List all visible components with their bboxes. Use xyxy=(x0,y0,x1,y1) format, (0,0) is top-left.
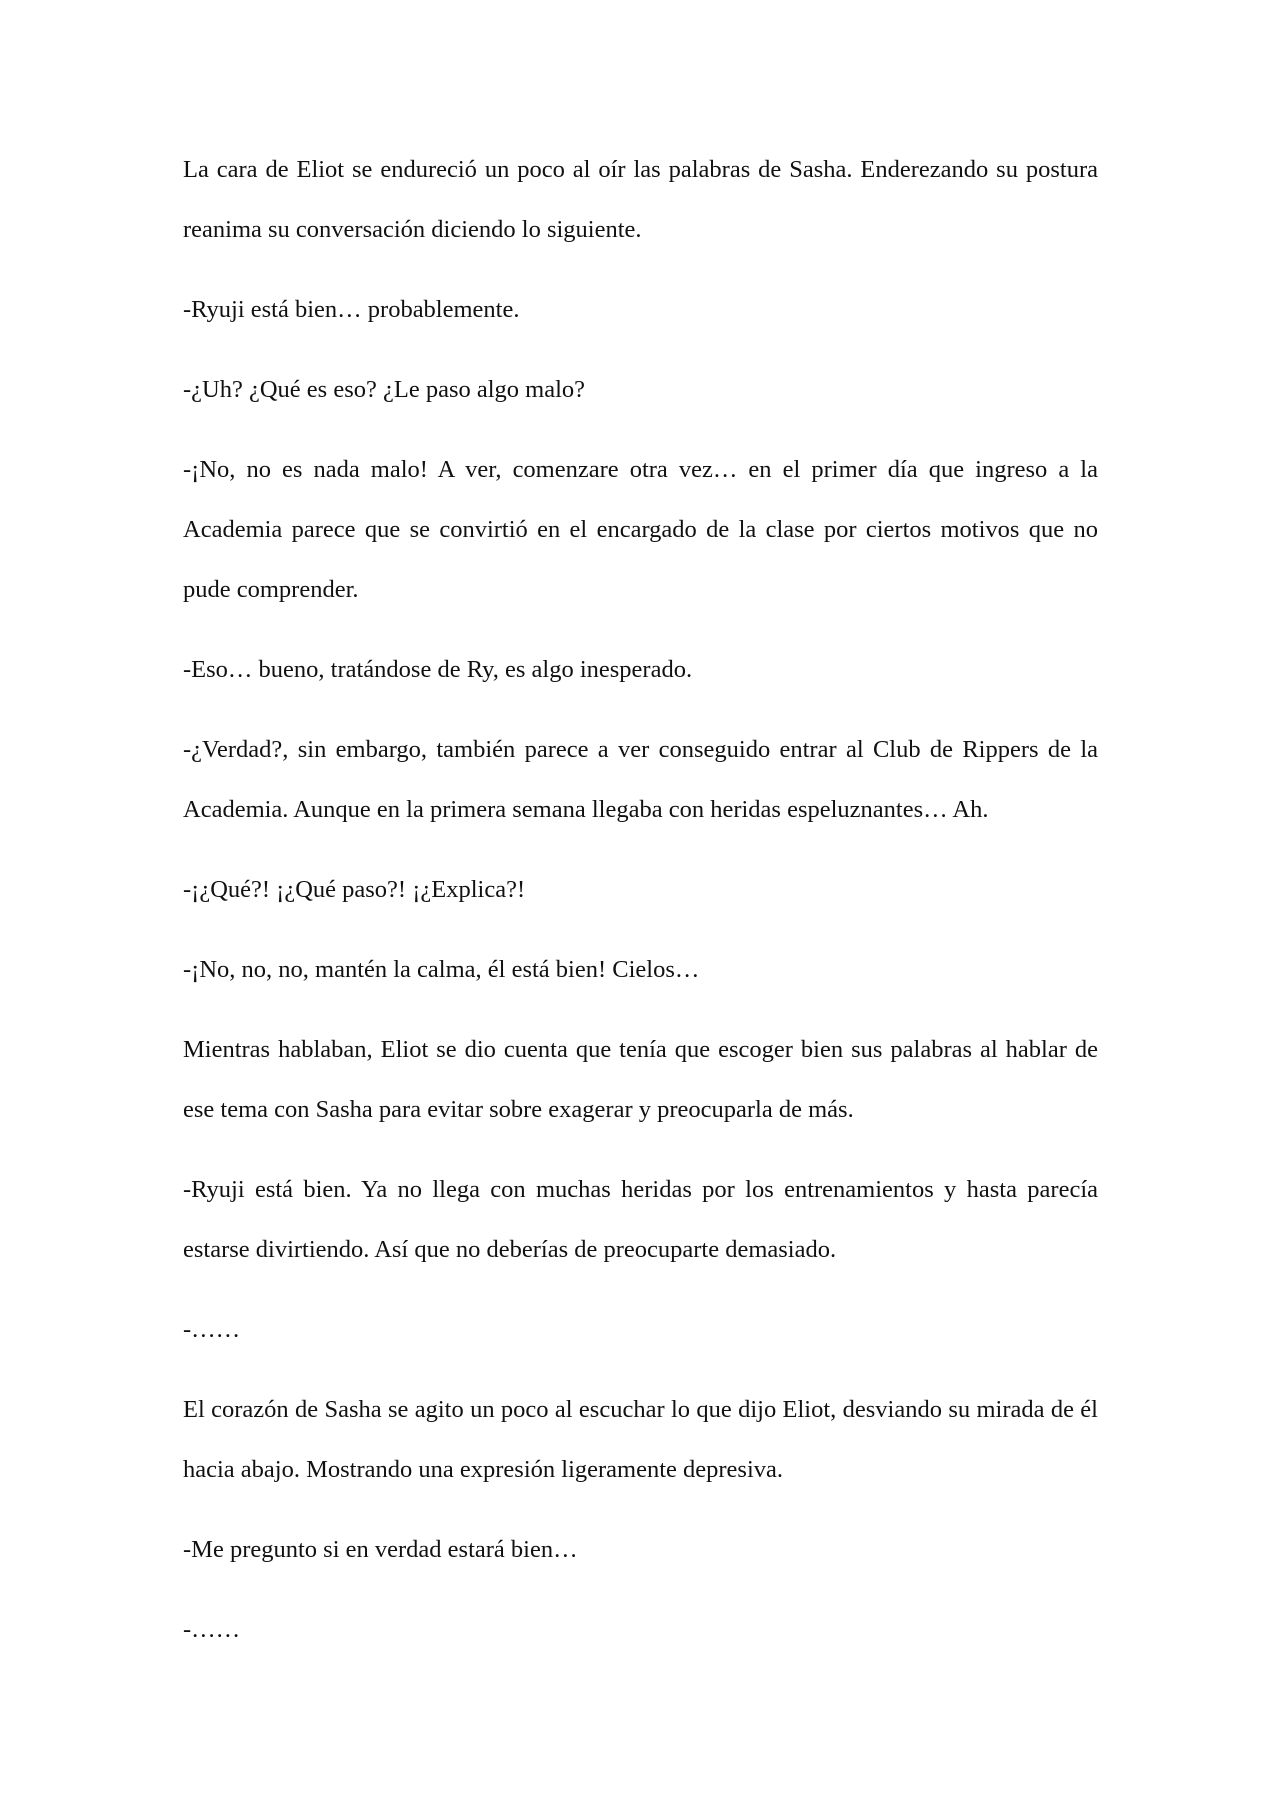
narration-paragraph: El corazón de Sasha se agito un poco al escuchar lo que dijo Eliot, desviando su mirada de él hacia abajo. Mostrando una expresión ligeramente depresiva. xyxy=(183,1396,1098,1483)
narration-paragraph: La cara de Eliot se endureció un poco al oír las palabras de Sasha. Enderezando su postura reanima su conversación diciendo lo siguiente. xyxy=(183,156,1098,243)
dialogue-line: -¡No, no es nada malo! A ver, comenzare otra vez… en el primer día que ingreso a la Academia parece que se convirtió en el encargado de la clase por ciertos motivos que no pude comprender. xyxy=(183,456,1098,603)
document-body xyxy=(183,140,1098,1680)
dialogue-line: -¡¿Qué?! ¡¿Qué paso?! ¡¿Explica?! xyxy=(183,876,526,903)
dialogue-line: -Me pregunto si en verdad estará bien… xyxy=(183,1536,578,1563)
dialogue-line: -¿Verdad?, sin embargo, también parece a ver conseguido entrar al Club de Rippers de la Academia. Aunque en la primera semana llegaba con heridas espeluznantes… Ah. xyxy=(183,736,1098,823)
narration-paragraph: Mientras hablaban, Eliot se dio cuenta que tenía que escoger bien sus palabras al hablar de ese tema con Sasha para evitar sobre exagerar y preocuparla de más. xyxy=(183,1036,1098,1123)
dialogue-line: -Eso… bueno, tratándose de Ry, es algo inesperado. xyxy=(183,656,693,683)
dialogue-line: -¡No, no, no, mantén la calma, él está bien! Cielos… xyxy=(183,956,700,983)
dialogue-line: -…… xyxy=(183,1616,241,1643)
dialogue-line: -¿Uh? ¿Qué es eso? ¿Le paso algo malo? xyxy=(183,376,586,403)
dialogue-line: -Ryuji está bien… probablemente. xyxy=(183,296,520,323)
dialogue-line: -…… xyxy=(183,1316,241,1343)
dialogue-line: -Ryuji está bien. Ya no llega con muchas heridas por los entrenamientos y hasta parecía estarse divirtiendo. Así que no deberías de preocuparte demasiado. xyxy=(183,1176,1098,1263)
